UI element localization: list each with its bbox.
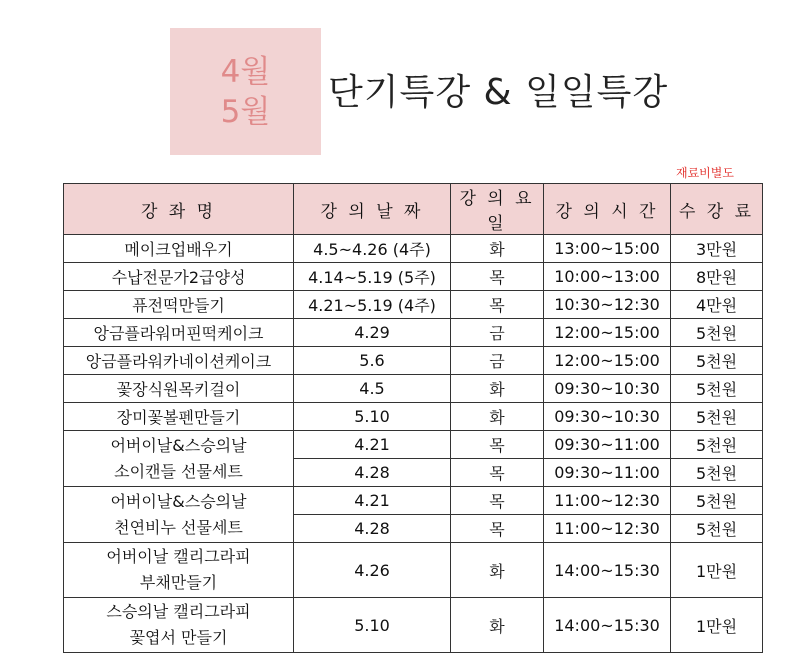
- course-fee: 8만원: [671, 263, 763, 291]
- course-schedule-table: [63, 183, 763, 653]
- course-name-line: 소이캔들 선물세트: [114, 461, 243, 481]
- course-fee: 1만원: [671, 598, 763, 653]
- course-date: 4.5~4.26 (4주): [294, 235, 451, 263]
- course-day: 목: [451, 431, 544, 459]
- course-name-line: 어버이날&스승의날: [110, 435, 247, 455]
- course-time: 11:00~12:30: [544, 515, 671, 543]
- course-day: 목: [451, 459, 544, 487]
- column-header-fee: 수 강 료: [671, 184, 763, 235]
- course-day: 화: [451, 598, 544, 653]
- table-row: [64, 403, 763, 431]
- course-day: 목: [451, 487, 544, 515]
- course-name: 꽃장식원목키걸이: [64, 375, 294, 403]
- course-time: 11:00~12:30: [544, 487, 671, 515]
- month-april: 4월: [220, 53, 271, 90]
- table-row: [64, 375, 763, 403]
- course-name-soy-candle: [64, 431, 294, 487]
- course-name: 수납전문가2급양성: [64, 263, 294, 291]
- course-day: 목: [451, 263, 544, 291]
- course-day: 화: [451, 375, 544, 403]
- course-day: 화: [451, 543, 544, 598]
- course-name: 앙금플라워머핀떡케이크: [64, 319, 294, 347]
- course-time: 09:30~11:00: [544, 431, 671, 459]
- course-time: 12:00~15:00: [544, 319, 671, 347]
- column-header-time: 강 의 시 간: [544, 184, 671, 235]
- course-time: 12:00~15:00: [544, 347, 671, 375]
- course-date: 4.29: [294, 319, 451, 347]
- course-name-fan: [64, 543, 294, 598]
- month-badge: [170, 28, 321, 155]
- course-day: 금: [451, 347, 544, 375]
- course-name-line: 어버이날 캘리그라피: [106, 547, 251, 566]
- course-fee: 5천원: [671, 403, 763, 431]
- course-date: 5.6: [294, 347, 451, 375]
- course-time: 13:00~15:00: [544, 235, 671, 263]
- course-name-line: 꽃엽서 만들기: [129, 628, 228, 647]
- course-day: 화: [451, 403, 544, 431]
- course-fee: 5천원: [671, 431, 763, 459]
- course-fee: 5천원: [671, 459, 763, 487]
- course-name: 장미꽃볼펜만들기: [64, 403, 294, 431]
- course-time: 10:30~12:30: [544, 291, 671, 319]
- course-date: 4.28: [294, 515, 451, 543]
- course-day: 목: [451, 515, 544, 543]
- course-name-line: 스승의날 캘리그라피: [106, 602, 251, 621]
- table-row: [64, 319, 763, 347]
- month-may: 5월: [220, 93, 271, 130]
- course-name: 메이크업배우기: [64, 235, 294, 263]
- course-day: 목: [451, 291, 544, 319]
- table-row: [64, 235, 763, 263]
- course-name-line: 천연비누 선물세트: [114, 517, 243, 537]
- course-date: 4.21: [294, 431, 451, 459]
- course-time: 10:00~13:00: [544, 263, 671, 291]
- course-name-postcard: [64, 598, 294, 653]
- course-name-natural-soap: [64, 487, 294, 543]
- course-fee: 4만원: [671, 291, 763, 319]
- course-date: 4.14~5.19 (5주): [294, 263, 451, 291]
- course-date: 4.28: [294, 459, 451, 487]
- column-header-date: 강 의 날 짜: [294, 184, 451, 235]
- course-time: 14:00~15:30: [544, 598, 671, 653]
- course-time: 14:00~15:30: [544, 543, 671, 598]
- course-date: 4.26: [294, 543, 451, 598]
- table-header-row: [64, 184, 763, 235]
- course-fee: 5천원: [671, 515, 763, 543]
- course-fee: 5천원: [671, 487, 763, 515]
- course-day: 화: [451, 235, 544, 263]
- course-name-line: 부채만들기: [139, 573, 218, 592]
- course-date: 4.21~5.19 (4주): [294, 291, 451, 319]
- table-row: [64, 598, 763, 653]
- course-time: 09:30~10:30: [544, 375, 671, 403]
- course-date: 4.21: [294, 487, 451, 515]
- table-row: [64, 263, 763, 291]
- material-fee-note: 재료비별도: [676, 166, 734, 180]
- course-day: 금: [451, 319, 544, 347]
- table-row: [64, 291, 763, 319]
- page-title: 단기특강 & 일일특강: [328, 72, 669, 113]
- course-date: 4.5: [294, 375, 451, 403]
- course-name: 퓨전떡만들기: [64, 291, 294, 319]
- column-header-day: 강 의 요 일: [451, 184, 544, 235]
- table-row: [64, 431, 763, 459]
- course-name: 앙금플라워카네이션케이크: [64, 347, 294, 375]
- course-fee: 3만원: [671, 235, 763, 263]
- course-time: 09:30~10:30: [544, 403, 671, 431]
- course-time: 09:30~11:00: [544, 459, 671, 487]
- course-name-line: 어버이날&스승의날: [110, 491, 247, 511]
- course-fee: 5천원: [671, 375, 763, 403]
- course-date: 5.10: [294, 403, 451, 431]
- course-date: 5.10: [294, 598, 451, 653]
- course-fee: 1만원: [671, 543, 763, 598]
- table-row: [64, 347, 763, 375]
- table-row: [64, 487, 763, 515]
- course-fee: 5천원: [671, 319, 763, 347]
- course-fee: 5천원: [671, 347, 763, 375]
- column-header-course: 강 좌 명: [64, 184, 294, 235]
- table-row: [64, 543, 763, 598]
